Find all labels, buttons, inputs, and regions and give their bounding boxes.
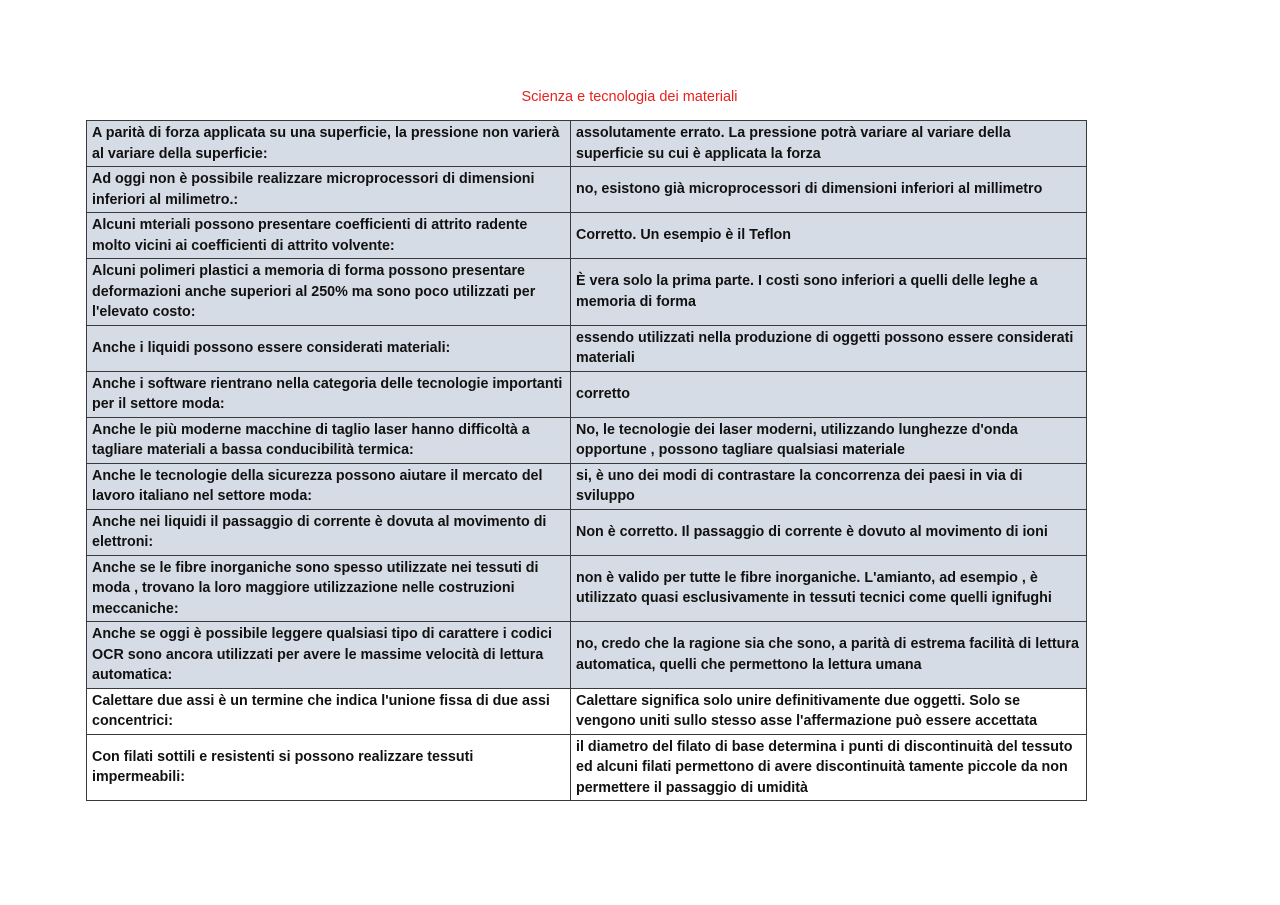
- question-cell: Anche nei liquidi il passaggio di corrente è dovuta al movimento di elettroni:: [87, 509, 571, 555]
- table-row: [87, 325, 1087, 371]
- table-row: [87, 213, 1087, 259]
- question-cell: Anche se oggi è possibile leggere qualsiasi tipo di carattere i codici OCR sono ancora utilizzati per avere le massime velocità di lettura automatica:: [87, 622, 571, 689]
- table-row: [87, 463, 1087, 509]
- table-row: [87, 622, 1087, 689]
- table-row: [87, 555, 1087, 622]
- answer-cell: Calettare significa solo unire definitivamente due oggetti. Solo se vengono uniti sullo stesso asse l'affermazione può essere accettata: [571, 688, 1087, 734]
- answer-cell: il diametro del filato di base determina i punti di discontinuità del tessuto ed alcuni filati permettono di avere discontinuità tamente piccole da non permettere il passaggio di umidità: [571, 734, 1087, 801]
- table-row: [87, 167, 1087, 213]
- table-row: [87, 371, 1087, 417]
- table-row: [87, 259, 1087, 326]
- table-row: [87, 417, 1087, 463]
- answer-cell: Corretto. Un esempio è il Teflon: [571, 213, 1087, 259]
- question-cell: Anche i liquidi possono essere considerati materiali:: [87, 325, 571, 371]
- qa-table: [86, 120, 1087, 801]
- answer-cell: essendo utilizzati nella produzione di oggetti possono essere considerati materiali: [571, 325, 1087, 371]
- question-cell: Calettare due assi è un termine che indica l'unione fissa di due assi concentrici:: [87, 688, 571, 734]
- question-cell: Anche le tecnologie della sicurezza possono aiutare il mercato del lavoro italiano nel settore moda:: [87, 463, 571, 509]
- question-cell: Anche le più moderne macchine di taglio laser hanno difficoltà a tagliare materiali a bassa conducibilità termica:: [87, 417, 571, 463]
- question-cell: Con filati sottili e resistenti si possono realizzare tessuti impermeabili:: [87, 734, 571, 801]
- question-cell: A parità di forza applicata su una superficie, la pressione non varierà al variare della superficie:: [87, 121, 571, 167]
- answer-cell: corretto: [571, 371, 1087, 417]
- answer-cell: No, le tecnologie dei laser moderni, utilizzando lunghezze d'onda opportune , possono tagliare qualsiasi materiale: [571, 417, 1087, 463]
- question-cell: Alcuni mteriali possono presentare coefficienti di attrito radente molto vicini ai coefficienti di attrito volvente:: [87, 213, 571, 259]
- question-cell: Ad oggi non è possibile realizzare microprocessori di dimensioni inferiori al milimetro.:: [87, 167, 571, 213]
- answer-cell: È vera solo la prima parte. I costi sono inferiori a quelli delle leghe a memoria di forma: [571, 259, 1087, 326]
- table-row: [87, 688, 1087, 734]
- answer-cell: si, è uno dei modi di contrastare la concorrenza dei paesi in via di sviluppo: [571, 463, 1087, 509]
- question-cell: Anche i software rientrano nella categoria delle tecnologie importanti per il settore moda:: [87, 371, 571, 417]
- table-row: [87, 121, 1087, 167]
- question-cell: Anche se le fibre inorganiche sono spesso utilizzate nei tessuti di moda , trovano la loro maggiore utilizzazione nelle costruzioni meccaniche:: [87, 555, 571, 622]
- answer-cell: no, esistono già microprocessori di dimensioni inferiori al millimetro: [571, 167, 1087, 213]
- answer-cell: non è valido per tutte le fibre inorganiche. L'amianto, ad esempio , è utilizzato quasi esclusivamente in tessuti tecnici come quelli ignifughi: [571, 555, 1087, 622]
- answer-cell: Non è corretto. Il passaggio di corrente è dovuto al movimento di ioni: [571, 509, 1087, 555]
- answer-cell: no, credo che la ragione sia che sono, a parità di estrema facilità di lettura automatica, quelli che permettono la lettura umana: [571, 622, 1087, 689]
- table-row: [87, 509, 1087, 555]
- answer-cell: assolutamente errato. La pressione potrà variare al variare della superficie su cui è applicata la forza: [571, 121, 1087, 167]
- table-row: [87, 734, 1087, 801]
- qa-table-body: [87, 121, 1087, 801]
- document-title: Scienza e tecnologia dei materiali: [521, 89, 738, 105]
- question-cell: Alcuni polimeri plastici a memoria di forma possono presentare deformazioni anche superiori al 250% ma sono poco utilizzati per l'elevato costo:: [87, 259, 571, 326]
